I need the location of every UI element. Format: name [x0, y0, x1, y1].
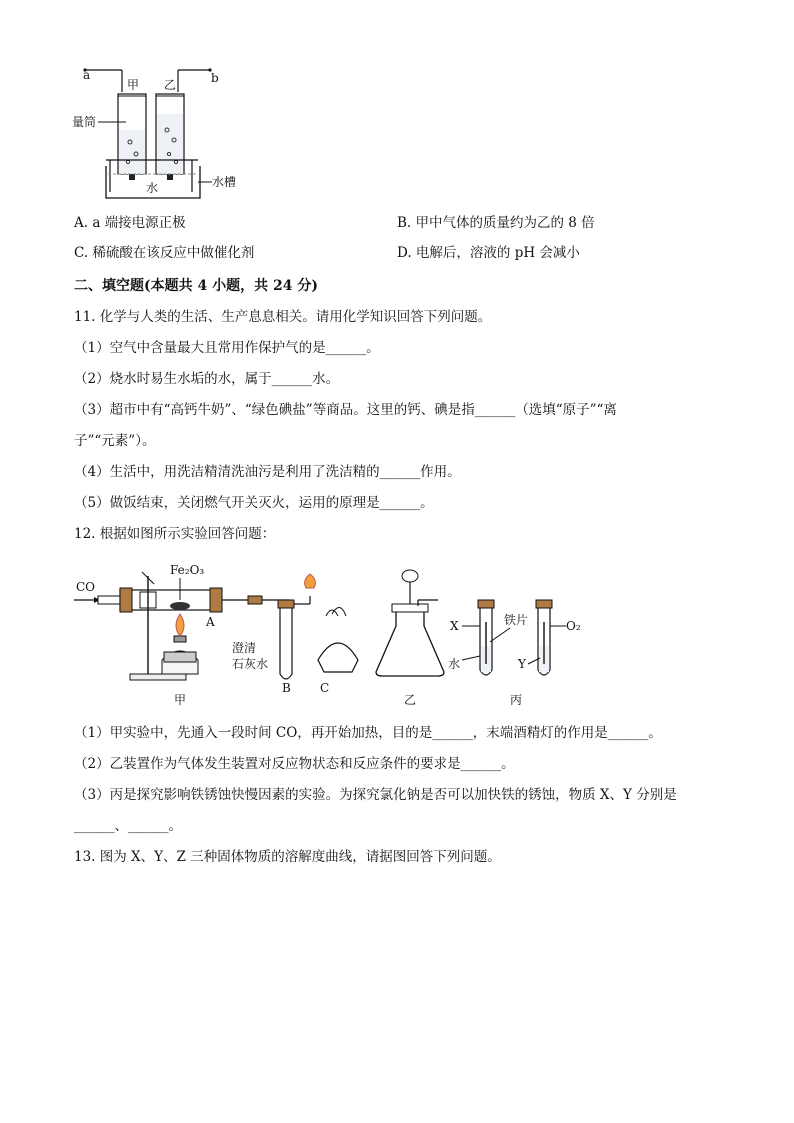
cylinder-label-jia: 甲	[127, 78, 140, 92]
q11-part3-line2: 子”“元素”）。	[74, 433, 156, 449]
q12-part3-line1: （3）丙是探究影响铁锈蚀快慢因素的实验。为探究氯化钠是否可以加快铁的锈蚀，物质 X、Y 分别是	[74, 787, 677, 803]
cylinder-label-yi: 乙	[164, 78, 177, 92]
label-o2: O₂	[566, 619, 581, 633]
label-shui: 水	[146, 181, 159, 195]
option-d: D. 电解后，溶液的 pH 会减小	[397, 245, 580, 261]
label-tiepian: 铁片	[504, 613, 529, 627]
label-bing: 丙	[510, 693, 523, 707]
electrolysis-figure	[70, 62, 260, 212]
alcohol-lamp-c	[318, 643, 358, 672]
option-b: B. 甲中气体的质量约为乙的 8 倍	[397, 215, 595, 231]
label-a-apparatus: A	[206, 615, 215, 629]
q11-stem: 11. 化学与人类的生活、生产息息相关。请用化学知识回答下列问题。	[74, 309, 492, 325]
test-tube-b	[280, 604, 292, 679]
label-liangtong: 量筒	[72, 115, 97, 129]
wire-label-b: b	[211, 71, 219, 85]
q11-part1: （1）空气中含量最大且常用作保护气的是______。	[74, 340, 380, 356]
label-chengqing: 澄清	[232, 641, 257, 655]
q13-stem: 13. 图为 X、Y、Z 三种固体物质的溶解度曲线，请据图回答下列问题。	[74, 849, 501, 865]
wire-label-a: a	[83, 68, 91, 82]
label-yi: 乙	[404, 693, 417, 707]
q12-stem: 12. 根据如图所示实验回答问题：	[74, 526, 276, 542]
label-jia: 甲	[174, 693, 187, 707]
section-title: 二、填空题(本题共 4 小题，共 24 分)	[74, 278, 318, 294]
label-x: X	[450, 619, 459, 633]
label-fe2o3: Fe₂O₃	[170, 563, 205, 577]
label-shihuishui: 石灰水	[232, 657, 269, 671]
label-y: Y	[518, 657, 526, 671]
q11-part3-line1: （3）超市中有“高钙牛奶”、“绿色碘盐”等商品。这里的钙、碘是指______（选填“原子”“离	[74, 402, 617, 418]
q12-part1: （1）甲实验中，先通入一段时间 CO，再开始加热，目的是______，末端酒精灯的作用是______。	[74, 725, 662, 741]
label-c: C	[320, 681, 330, 695]
label-co: CO	[76, 580, 96, 594]
label-shuicao: 水槽	[212, 175, 237, 189]
q11-part2: （2）烧水时易生水垢的水，属于______水。	[74, 371, 340, 387]
experiment-figure	[70, 556, 590, 708]
q11-part5: （5）做饭结束，关闭燃气开关灭火，运用的原理是______。	[74, 495, 434, 511]
erlenmeyer-flask	[376, 608, 444, 676]
q11-part4: （4）生活中，用洗洁精清洗油污是利用了洗洁精的______作用。	[74, 464, 461, 480]
label-b: B	[282, 681, 291, 695]
option-c: C. 稀硫酸在该反应中做催化剂	[74, 245, 255, 261]
option-a: A. a 端接电源正极	[74, 215, 186, 231]
label-shui-bing: 水	[448, 657, 461, 671]
q12-part3-line2: ______、______。	[74, 818, 182, 834]
q12-part2: （2）乙装置作为气体发生装置对反应物状态和反应条件的要求是______。	[74, 756, 515, 772]
reaction-tube	[120, 590, 220, 610]
